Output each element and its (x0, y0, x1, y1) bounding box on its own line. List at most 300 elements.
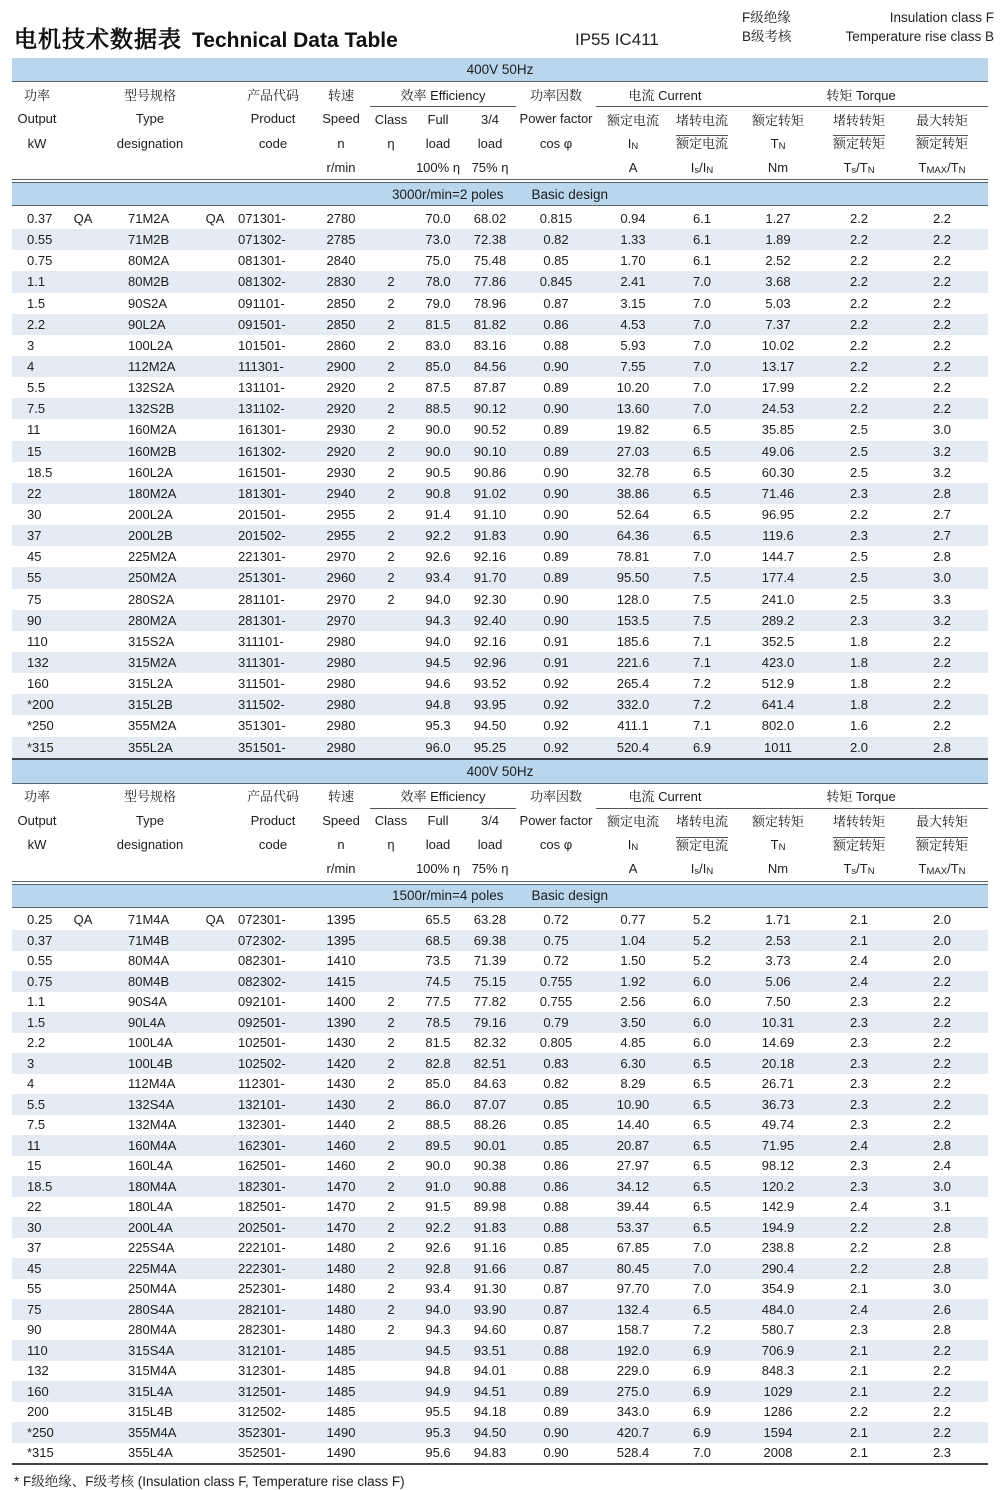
cell: 315L2B (128, 697, 173, 713)
cell: 281301- (238, 612, 286, 628)
cell: 1594 (763, 1424, 793, 1440)
cell: 92.8 (425, 1260, 451, 1276)
group-header-current: 电流 Current (596, 784, 734, 809)
cell: 92.96 (473, 655, 507, 671)
cell: 142.9 (761, 1199, 795, 1215)
cell: 2.4 (849, 1301, 869, 1317)
cell (62, 293, 104, 314)
cell: 3.15 (620, 295, 646, 311)
cell (62, 462, 104, 483)
table-row (12, 398, 988, 419)
col-header-tn-symbol: $T_N$ (770, 837, 786, 854)
insulation-en: Insulation class F (889, 10, 994, 25)
temp-rise-zh: B级考核 (742, 29, 792, 44)
cell: 82.8 (425, 1055, 451, 1071)
cell: 2 (387, 337, 395, 353)
table-row (12, 1422, 988, 1443)
cell: 7.5 (27, 401, 46, 417)
col-header-output-unit: kW (27, 135, 47, 151)
cell: 2 (387, 1117, 395, 1133)
cell: 0.805 (539, 1035, 573, 1051)
cell: 5.2 (692, 912, 712, 928)
cell (62, 1033, 104, 1054)
cell: 90.01 (473, 1137, 507, 1153)
cell: 110 (27, 633, 48, 649)
cell: 2 (387, 1158, 395, 1174)
cell: 60.30 (761, 464, 795, 480)
col-header-cosphi: cos φ (539, 135, 573, 151)
cell: 352501- (238, 1445, 286, 1461)
table-row (12, 419, 988, 440)
voltage-band (12, 58, 988, 82)
cell: 315L2A (128, 676, 173, 692)
cell: 352.5 (761, 633, 795, 649)
cell: 355L2A (128, 739, 173, 755)
cell: 2.3 (849, 528, 869, 544)
table-row (12, 1299, 988, 1320)
cell: 2.2 (932, 676, 952, 692)
cell: 0.37 (27, 211, 53, 227)
cell: *250 (27, 718, 54, 734)
col-header-output-en: Output (17, 111, 57, 127)
cell: 2.2 (932, 1342, 952, 1358)
cell (370, 910, 412, 931)
cell: 71.95 (761, 1137, 795, 1153)
cell: 2980 (326, 633, 356, 649)
cell: 848.3 (761, 1363, 795, 1379)
cell (196, 504, 234, 525)
cell: 225S4A (128, 1240, 175, 1256)
col-header-code-zh: 产品代码 (246, 789, 299, 805)
cell: 281101- (238, 591, 285, 607)
cell: 2.8 (932, 549, 952, 565)
cell: 343.0 (616, 1404, 650, 1420)
cell: 2.52 (765, 253, 791, 269)
table-row (12, 737, 988, 758)
cell: 315M4A (128, 1363, 177, 1379)
cell: 1460 (326, 1158, 356, 1174)
cell: 7.0 (692, 380, 712, 396)
cell: 71M4B (128, 932, 170, 948)
cell (62, 419, 104, 440)
cell: 2 (387, 485, 395, 501)
cell: 182301- (238, 1178, 286, 1194)
cell: 162501- (238, 1158, 286, 1174)
cell: 91.66 (473, 1260, 507, 1276)
cell: 1011 (764, 739, 792, 755)
cell: 1.92 (620, 973, 646, 989)
cell: 2008 (763, 1445, 793, 1461)
cell: 6.5 (692, 1055, 712, 1071)
cell: 2.2 (849, 401, 869, 417)
cell: 93.52 (473, 676, 507, 692)
cell: *200 (27, 697, 54, 713)
cell: 2 (387, 528, 395, 544)
cell: 7.55 (620, 359, 646, 375)
cell: 355M2A (128, 718, 177, 734)
col-spacer (196, 131, 234, 155)
cell: 7.1 (692, 655, 712, 671)
cell: 6.5 (692, 1301, 712, 1317)
cell (62, 930, 104, 951)
col-header-type-en2: designation (116, 837, 184, 853)
cell: 85.0 (425, 1076, 451, 1092)
cell (62, 356, 104, 377)
cell: 68.5 (425, 932, 451, 948)
cell: 26.71 (761, 1076, 795, 1092)
cell (196, 737, 234, 758)
table-row (12, 1320, 988, 1341)
cell: 2.5 (849, 464, 869, 480)
insulation-zh: F级绝缘 (742, 10, 791, 25)
cell: 132S2B (128, 401, 175, 417)
cell: 311502- (238, 697, 285, 713)
voltage-label: 400V 50Hz (466, 62, 534, 77)
page-header (0, 0, 1000, 58)
cell: 30 (27, 507, 42, 523)
cell: 0.72 (543, 953, 569, 969)
cell: 3.50 (620, 1014, 646, 1030)
section-design-label: Basic design (531, 186, 608, 202)
table-row (12, 1094, 988, 1115)
cell: 18.5 (27, 464, 53, 480)
cell: 6.30 (620, 1055, 646, 1071)
cell: 2.2 (932, 1076, 952, 1092)
col-header-powerfactor-zh: 功率因数 (530, 87, 583, 103)
cell (196, 1361, 234, 1382)
col-header-eta: η (387, 135, 395, 151)
cell: 1480 (326, 1301, 356, 1317)
table-row (12, 1176, 988, 1197)
cell: 2.1 (849, 932, 869, 948)
cell: 6.5 (692, 1076, 712, 1092)
table-row (12, 1340, 988, 1361)
cell: 2.8 (932, 739, 952, 755)
cell: 1430 (326, 1096, 356, 1112)
col-header-output-unit: kW (27, 837, 47, 853)
table-4-poles (12, 760, 988, 1466)
cell: 78.81 (616, 549, 650, 565)
cell (370, 229, 412, 250)
cell: 77.86 (473, 274, 507, 290)
col-spacer (104, 155, 196, 180)
cell: 1415 (326, 973, 356, 989)
cell (62, 1320, 104, 1341)
cell: 2930 (326, 464, 356, 480)
cell: 2.0 (932, 912, 952, 928)
cell: 6.0 (692, 973, 712, 989)
cell: 93.4 (425, 1281, 451, 1297)
cell: 82.51 (473, 1055, 507, 1071)
cell: 222301- (238, 1260, 286, 1276)
cell: 2970 (326, 612, 356, 628)
cell (62, 737, 104, 758)
cell: 6.5 (692, 1096, 712, 1112)
cell: 315L4B (128, 1404, 173, 1420)
cell: 153.5 (616, 612, 650, 628)
cell: 2.8 (932, 1240, 952, 1256)
cell: 90.0 (425, 422, 451, 438)
cell: 2850 (326, 316, 356, 332)
col-header-code-en2: code (258, 837, 288, 853)
cell: 90.52 (473, 422, 507, 438)
cell: 2.2 (932, 232, 952, 248)
cell: 229.0 (616, 1363, 650, 1379)
cell: 81.5 (425, 1035, 451, 1051)
table-row (12, 951, 988, 972)
cell: 2 (387, 359, 395, 375)
col-header-speed-en: Speed (322, 111, 360, 127)
cell: 3.2 (932, 443, 952, 459)
table-row (12, 992, 988, 1013)
col-header-isin-symbol: $I_s/I_N$ (690, 159, 714, 176)
cell: 1.70 (620, 253, 646, 269)
cell (62, 1340, 104, 1361)
col-header-in-symbol: $I_N$ (627, 837, 639, 854)
cell: 2.2 (27, 1035, 46, 1051)
cell: 7.0 (692, 1445, 712, 1461)
table-row (12, 356, 988, 377)
cell: 71.46 (761, 485, 795, 501)
cell: 355L4A (128, 1445, 173, 1461)
cell: 88.5 (425, 401, 451, 417)
cell (62, 1361, 104, 1382)
cell: 250M2A (128, 570, 177, 586)
cell: 39.44 (616, 1199, 650, 1215)
cell: 2 (387, 464, 395, 480)
cell: 74.5 (425, 973, 451, 989)
cell: 6.5 (692, 443, 712, 459)
col-header-rated-current-zh: 额定电流 (607, 112, 660, 128)
col-spacer (196, 808, 234, 833)
cell: 1.27 (765, 211, 791, 227)
cell: 128.0 (616, 591, 650, 607)
col-header-output-en: Output (17, 812, 57, 828)
cell: 0.92 (543, 718, 569, 734)
cell (196, 631, 234, 652)
cell: 2920 (326, 443, 356, 459)
col-header-eta: η (387, 837, 395, 853)
cell: 22 (27, 1199, 42, 1215)
cell: 75.15 (473, 973, 507, 989)
cell: 282101- (238, 1301, 286, 1317)
col-spacer (62, 784, 104, 809)
cell (62, 483, 104, 504)
cell: 27.97 (616, 1158, 650, 1174)
cell: 2.8 (932, 485, 952, 501)
section-poles-label: 3000r/min=2 poles (392, 186, 504, 202)
cell: 14.69 (761, 1035, 795, 1051)
section-band-2poles (12, 182, 988, 206)
table-2-poles (12, 58, 988, 760)
cell: 2.8 (932, 1219, 952, 1235)
cell (62, 1299, 104, 1320)
cell: 355M4A (128, 1424, 177, 1440)
table-row (12, 462, 988, 483)
cell: 22 (27, 485, 42, 501)
cell: 45 (27, 549, 42, 565)
col-header-speed-en: Speed (322, 812, 360, 828)
cell (196, 1443, 234, 1464)
cell: 2 (387, 591, 395, 607)
col-header-tmax-symbol: $T_{MAX}/T_N$ (918, 861, 966, 878)
col-spacer (370, 155, 412, 180)
col-spacer (12, 857, 62, 882)
cell: 2.1 (849, 1383, 869, 1399)
cell: 182501- (238, 1199, 286, 1215)
cell: 2.1 (849, 1424, 869, 1440)
cell: 2.1 (849, 1342, 869, 1358)
cell: 2 (387, 380, 395, 396)
cell: 15 (27, 443, 42, 459)
column-header-table (12, 82, 988, 180)
cell (62, 971, 104, 992)
cell: 7.37 (765, 316, 791, 332)
cell (62, 441, 104, 462)
cell: 7.0 (692, 316, 712, 332)
cell: 24.53 (761, 401, 795, 417)
cell: 0.94 (620, 211, 646, 227)
cell: 87.5 (425, 380, 451, 396)
cell: 2.2 (849, 1260, 869, 1276)
cell: 71M2A (128, 211, 170, 227)
cell: 2940 (326, 485, 356, 501)
col-header-max-torque-zh: 最大转矩 (916, 112, 969, 128)
table-row (12, 441, 988, 462)
cell: 0.75 (27, 253, 53, 269)
cell: 265.4 (616, 676, 650, 692)
col-header-type-en: Type (135, 812, 165, 828)
cell: 2.4 (932, 1158, 952, 1174)
cell: 90.8 (425, 485, 451, 501)
table-row (12, 567, 988, 588)
cell: 131102- (238, 401, 285, 417)
cell: 94.0 (425, 1301, 451, 1317)
cell: 2.4 (849, 973, 869, 989)
cell: 1480 (326, 1240, 356, 1256)
cell (196, 1217, 234, 1238)
cell: 94.3 (425, 612, 451, 628)
cell: 6.5 (692, 507, 712, 523)
cell (196, 1156, 234, 1177)
cell: 315M2A (128, 655, 177, 671)
cell (62, 1197, 104, 1218)
cell: 2 (387, 1055, 395, 1071)
cell: 7.0 (692, 295, 712, 311)
cell: 2.2 (932, 633, 952, 649)
cell: 072301- (238, 912, 286, 928)
cell (62, 1217, 104, 1238)
cell: 6.5 (692, 1137, 712, 1153)
cell: 1.5 (27, 295, 46, 311)
cell: 90.0 (425, 1158, 451, 1174)
cell: 1.8 (849, 633, 869, 649)
col-header-code-en2: code (258, 135, 288, 151)
col-spacer (196, 857, 234, 882)
cell: 6.5 (692, 528, 712, 544)
cell: 14.40 (616, 1117, 650, 1133)
col-spacer (370, 857, 412, 882)
cell: 0.75 (27, 973, 53, 989)
cell: 0.90 (543, 591, 569, 607)
cell: 2.2 (849, 507, 869, 523)
cell: 2.1 (849, 1445, 869, 1461)
cell: 7.2 (692, 697, 712, 713)
table-row (12, 910, 988, 931)
col-header-locked-torque-zh: 堵转转矩 (833, 814, 886, 830)
cell: 423.0 (761, 655, 795, 671)
col-header-tstn-symbol: $T_s/T_N$ (843, 861, 875, 878)
cell: 7.5 (692, 612, 712, 628)
cell: 0.87 (543, 1260, 569, 1276)
cell: 2.8 (932, 1260, 952, 1276)
cell: 94.5 (425, 655, 451, 671)
cell: 311501- (238, 676, 285, 692)
cell: 1470 (326, 1178, 356, 1194)
table-row (12, 930, 988, 951)
cell: 91.70 (473, 570, 507, 586)
cell: 7.0 (692, 1281, 712, 1297)
col-spacer (196, 784, 234, 809)
cell: 0.25 (27, 912, 53, 928)
cell: 2.3 (849, 1117, 869, 1133)
cell: 2830 (326, 274, 356, 290)
cell: 72.38 (473, 232, 507, 248)
cell: 83.16 (473, 337, 507, 353)
cell (196, 229, 234, 250)
cell: 2.3 (849, 1322, 869, 1338)
cell: 1.8 (849, 697, 869, 713)
cell: 95.3 (425, 1424, 451, 1440)
cell: 194.9 (761, 1219, 795, 1235)
cell: 80M4B (128, 973, 170, 989)
cell: 2.4 (849, 1137, 869, 1153)
cell (62, 335, 104, 356)
cell: 280M2A (128, 612, 177, 628)
col-header-tmax-denominator: 额定转矩 (916, 135, 969, 151)
col-header-type-en: Type (135, 111, 165, 127)
column-header-table (12, 784, 988, 882)
cell: 2 (387, 1322, 395, 1338)
cell: 132S4A (128, 1096, 175, 1112)
cell: 6.0 (692, 994, 712, 1010)
cell: 2980 (326, 655, 356, 671)
col-spacer (234, 857, 312, 882)
cell: 2 (387, 1014, 395, 1030)
cell: 18.5 (27, 1178, 53, 1194)
cell: 2.1 (849, 912, 869, 928)
cell: 2.8 (932, 1137, 952, 1153)
table-row (12, 483, 988, 504)
cell (196, 567, 234, 588)
cell: 2980 (326, 739, 356, 755)
cell: 93.4 (425, 570, 451, 586)
cell: 132M4A (128, 1117, 177, 1133)
cell (196, 971, 234, 992)
cell: 6.1 (692, 232, 712, 248)
table-row (12, 610, 988, 631)
cell (62, 1443, 104, 1464)
cell: 7.0 (692, 401, 712, 417)
cell: 6.1 (692, 211, 712, 227)
cell: 0.83 (543, 1055, 569, 1071)
cell: 53.37 (616, 1219, 650, 1235)
cell: 202501- (238, 1219, 286, 1235)
table-row (12, 1115, 988, 1136)
cell: 7.1 (692, 633, 712, 649)
cell: 49.74 (761, 1117, 795, 1133)
cell: 1440 (326, 1117, 356, 1133)
